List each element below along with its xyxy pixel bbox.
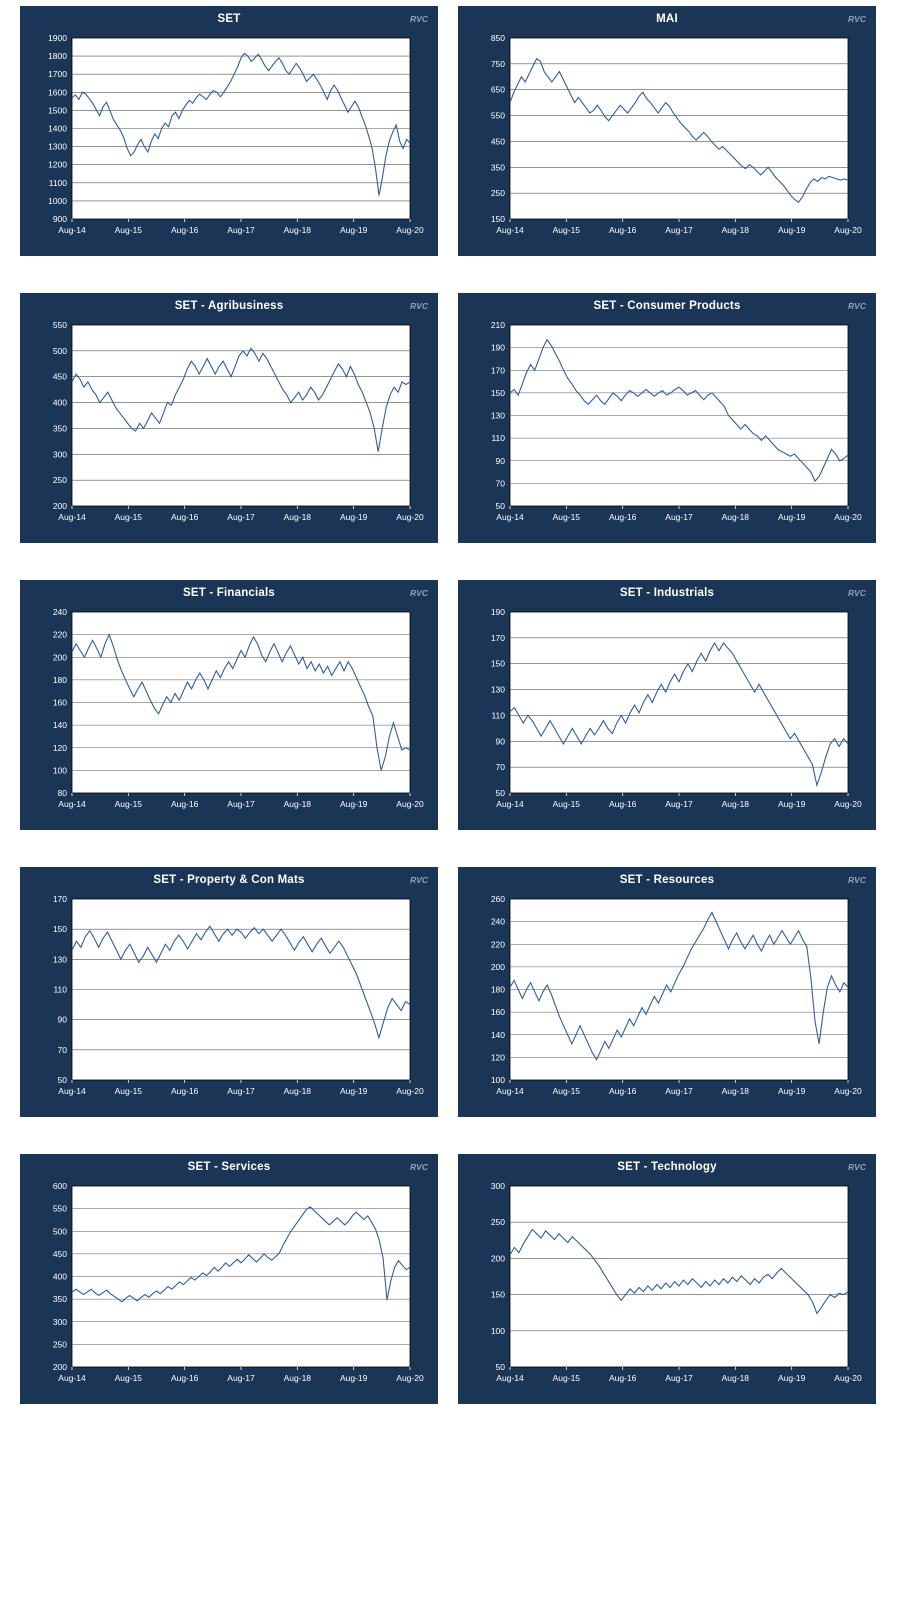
x-axis-tick-label: Aug-18 <box>721 512 750 522</box>
chart-title: SET - Resources <box>619 874 715 886</box>
x-axis-tick-label: Aug-17 <box>665 1086 693 1096</box>
chart-header <box>28 586 430 604</box>
y-axis-tick-label: 200 <box>490 1253 505 1264</box>
x-axis-tick-label: Aug-15 <box>552 1373 581 1383</box>
x-axis-tick-label: Aug-19 <box>777 1373 806 1383</box>
chart-title: SET - Services <box>187 1161 271 1173</box>
x-axis-tick-label: Aug-14 <box>496 512 524 522</box>
y-axis-tick-label: 170 <box>490 365 505 376</box>
chart-title: SET - Consumer Products <box>593 300 741 312</box>
y-axis-tick-label: 160 <box>52 697 67 708</box>
plot-area-set-financials <box>28 604 430 819</box>
y-axis-tick-label: 70 <box>495 762 505 773</box>
watermark-label: RVC <box>848 1162 866 1172</box>
y-axis-tick-label: 150 <box>490 1289 505 1300</box>
y-axis-tick-label: 50 <box>495 1362 505 1372</box>
x-axis-tick-label: Aug-15 <box>114 1086 143 1096</box>
watermark-label: RVC <box>410 588 428 598</box>
plot-area-set-services <box>28 1178 430 1393</box>
x-axis-tick-label: Aug-14 <box>58 799 86 809</box>
y-axis-tick-label: 200 <box>52 501 67 511</box>
plot-background <box>72 325 410 506</box>
y-axis-tick-label: 750 <box>490 58 505 69</box>
x-axis-tick-label: Aug-16 <box>170 225 199 235</box>
x-axis-tick-label: Aug-20 <box>396 1373 424 1383</box>
y-axis-tick-label: 300 <box>52 449 67 460</box>
y-axis-tick-label: 400 <box>52 397 67 408</box>
x-axis-tick-label: Aug-15 <box>114 799 143 809</box>
plot-area-mai <box>466 30 868 245</box>
x-axis-tick-label: Aug-16 <box>170 1373 199 1383</box>
y-axis-tick-label: 1800 <box>48 51 67 62</box>
x-axis-tick-label: Aug-17 <box>227 1373 255 1383</box>
line-chart-svg <box>28 317 428 532</box>
x-axis-tick-label: Aug-19 <box>777 1086 806 1096</box>
line-chart-svg <box>466 1178 866 1393</box>
y-axis-tick-label: 50 <box>57 1075 67 1085</box>
y-axis-tick-label: 1500 <box>48 105 67 116</box>
chart-title: SET - Industrials <box>619 587 715 599</box>
x-axis-tick-label: Aug-18 <box>283 512 312 522</box>
x-axis-tick-label: Aug-18 <box>283 799 312 809</box>
y-axis-tick-label: 240 <box>490 916 505 927</box>
x-axis-tick-label: Aug-17 <box>665 225 693 235</box>
x-axis-tick-label: Aug-14 <box>58 512 86 522</box>
x-axis-tick-label: Aug-17 <box>227 512 255 522</box>
y-axis-tick-label: 100 <box>490 1075 505 1085</box>
y-axis-tick-label: 130 <box>52 954 67 965</box>
line-chart-svg <box>466 30 866 245</box>
y-axis-tick-label: 1600 <box>48 87 67 98</box>
chart-title: SET - Financials <box>182 587 276 599</box>
y-axis-tick-label: 150 <box>52 924 67 935</box>
y-axis-tick-label: 220 <box>490 939 505 950</box>
x-axis-tick-label: Aug-18 <box>283 1086 312 1096</box>
y-axis-tick-label: 350 <box>52 423 67 434</box>
chart-header <box>466 586 868 604</box>
y-axis-tick-label: 140 <box>490 1029 505 1040</box>
y-axis-tick-label: 500 <box>52 345 67 356</box>
y-axis-tick-label: 200 <box>490 961 505 972</box>
y-axis-tick-label: 250 <box>52 475 67 486</box>
y-axis-tick-label: 900 <box>52 214 67 224</box>
y-axis-tick-label: 110 <box>53 984 67 995</box>
plot-background <box>510 612 848 793</box>
y-axis-tick-label: 110 <box>491 433 505 444</box>
y-axis-tick-label: 500 <box>52 1226 67 1237</box>
chart-header <box>466 299 868 317</box>
y-axis-tick-label: 190 <box>490 342 505 353</box>
y-axis-tick-label: 1300 <box>48 141 67 152</box>
watermark-label: RVC <box>410 14 428 24</box>
chart-panel-mai <box>458 6 876 256</box>
y-axis-tick-label: 200 <box>52 652 67 663</box>
y-axis-tick-label: 210 <box>490 320 505 330</box>
x-axis-tick-label: Aug-16 <box>608 512 637 522</box>
plot-area-set-technology <box>466 1178 868 1393</box>
x-axis-tick-label: Aug-17 <box>227 1086 255 1096</box>
x-axis-tick-label: Aug-20 <box>396 799 424 809</box>
chart-panel-set-consumer-products <box>458 293 876 543</box>
y-axis-tick-label: 250 <box>490 188 505 199</box>
y-axis-tick-label: 130 <box>490 410 505 421</box>
x-axis-tick-label: Aug-14 <box>58 1086 86 1096</box>
x-axis-tick-label: Aug-18 <box>721 1373 750 1383</box>
y-axis-tick-label: 550 <box>490 110 505 121</box>
x-axis-tick-label: Aug-19 <box>777 512 806 522</box>
x-axis-tick-label: Aug-16 <box>608 225 637 235</box>
y-axis-tick-label: 350 <box>490 162 505 173</box>
x-axis-tick-label: Aug-17 <box>227 225 255 235</box>
y-axis-tick-label: 300 <box>490 1181 505 1191</box>
x-axis-tick-label: Aug-15 <box>114 1373 143 1383</box>
y-axis-tick-label: 150 <box>490 214 505 224</box>
chart-title: SET - Property & Con Mats <box>153 874 305 886</box>
line-chart-svg <box>28 1178 428 1393</box>
chart-header <box>28 299 430 317</box>
y-axis-tick-label: 450 <box>52 1248 67 1259</box>
line-chart-svg <box>28 604 428 819</box>
x-axis-tick-label: Aug-19 <box>339 512 368 522</box>
x-axis-tick-label: Aug-17 <box>665 799 693 809</box>
x-axis-tick-label: Aug-20 <box>396 225 424 235</box>
x-axis-tick-label: Aug-18 <box>721 799 750 809</box>
chart-panel-set-resources <box>458 867 876 1117</box>
plot-area-set-property-con-mats <box>28 891 430 1106</box>
y-axis-tick-label: 220 <box>52 629 67 640</box>
y-axis-tick-label: 190 <box>490 607 505 617</box>
y-axis-tick-label: 450 <box>490 136 505 147</box>
x-axis-tick-label: Aug-18 <box>283 225 312 235</box>
y-axis-tick-label: 90 <box>57 1014 67 1025</box>
line-chart-svg <box>466 891 866 1106</box>
chart-panel-set-property-con-mats <box>20 867 438 1117</box>
chart-panel-set-agribusiness <box>20 293 438 543</box>
x-axis-tick-label: Aug-14 <box>58 225 86 235</box>
y-axis-tick-label: 850 <box>490 33 505 43</box>
x-axis-tick-label: Aug-15 <box>552 225 581 235</box>
y-axis-tick-label: 120 <box>490 1052 505 1063</box>
y-axis-tick-label: 160 <box>490 1007 505 1018</box>
x-axis-tick-label: Aug-18 <box>721 225 750 235</box>
x-axis-tick-label: Aug-15 <box>114 225 143 235</box>
chart-title: SET - Technology <box>617 1161 717 1173</box>
chart-header <box>28 1160 430 1178</box>
y-axis-tick-label: 90 <box>495 455 505 466</box>
plot-area-set-consumer-products <box>466 317 868 532</box>
y-axis-tick-label: 1400 <box>48 123 67 134</box>
x-axis-tick-label: Aug-15 <box>552 1086 581 1096</box>
plot-area-set-resources <box>466 891 868 1106</box>
x-axis-tick-label: Aug-14 <box>496 225 524 235</box>
plot-area-set <box>28 30 430 245</box>
y-axis-tick-label: 600 <box>52 1181 67 1191</box>
x-axis-tick-label: Aug-15 <box>114 512 143 522</box>
line-chart-svg <box>28 891 428 1106</box>
y-axis-tick-label: 240 <box>52 607 67 617</box>
chart-panel-set-financials <box>20 580 438 830</box>
y-axis-tick-label: 200 <box>52 1362 67 1372</box>
watermark-label: RVC <box>410 1162 428 1172</box>
x-axis-tick-label: Aug-16 <box>608 799 637 809</box>
watermark-label: RVC <box>848 301 866 311</box>
chart-header <box>28 12 430 30</box>
x-axis-tick-label: Aug-16 <box>608 1086 637 1096</box>
y-axis-tick-label: 650 <box>490 84 505 95</box>
line-chart-svg <box>28 30 428 245</box>
chart-header <box>28 873 430 891</box>
chart-header <box>466 12 868 30</box>
x-axis-tick-label: Aug-17 <box>227 799 255 809</box>
y-axis-tick-label: 110 <box>491 710 505 721</box>
chart-panel-set-technology <box>458 1154 876 1404</box>
y-axis-tick-label: 550 <box>52 1203 67 1214</box>
plot-area-set-agribusiness <box>28 317 430 532</box>
y-axis-tick-label: 100 <box>490 1325 505 1336</box>
x-axis-tick-label: Aug-16 <box>170 1086 199 1096</box>
x-axis-tick-label: Aug-20 <box>834 799 862 809</box>
y-axis-tick-label: 350 <box>52 1294 67 1305</box>
watermark-label: RVC <box>848 588 866 598</box>
x-axis-tick-label: Aug-14 <box>58 1373 86 1383</box>
x-axis-tick-label: Aug-20 <box>396 1086 424 1096</box>
x-axis-tick-label: Aug-19 <box>777 799 806 809</box>
y-axis-tick-label: 90 <box>495 736 505 747</box>
x-axis-tick-label: Aug-19 <box>339 1086 368 1096</box>
y-axis-tick-label: 100 <box>52 765 67 776</box>
chart-title: SET - Agribusiness <box>174 300 284 312</box>
line-chart-svg <box>466 604 866 819</box>
y-axis-tick-label: 180 <box>52 674 67 685</box>
y-axis-tick-label: 150 <box>490 387 505 398</box>
plot-background <box>510 1186 848 1367</box>
chart-header <box>466 1160 868 1178</box>
x-axis-tick-label: Aug-15 <box>552 799 581 809</box>
x-axis-tick-label: Aug-18 <box>283 1373 312 1383</box>
x-axis-tick-label: Aug-18 <box>721 1086 750 1096</box>
y-axis-tick-label: 550 <box>52 320 67 330</box>
y-axis-tick-label: 1900 <box>48 33 67 43</box>
y-axis-tick-label: 180 <box>490 984 505 995</box>
x-axis-tick-label: Aug-17 <box>665 1373 693 1383</box>
watermark-label: RVC <box>410 301 428 311</box>
y-axis-tick-label: 130 <box>490 684 505 695</box>
line-chart-svg <box>466 317 866 532</box>
chart-panel-set-industrials <box>458 580 876 830</box>
x-axis-tick-label: Aug-16 <box>608 1373 637 1383</box>
y-axis-tick-label: 120 <box>52 742 67 753</box>
x-axis-tick-label: Aug-20 <box>834 1373 862 1383</box>
y-axis-tick-label: 170 <box>490 632 505 643</box>
y-axis-tick-label: 1200 <box>48 159 67 170</box>
x-axis-tick-label: Aug-15 <box>552 512 581 522</box>
y-axis-tick-label: 260 <box>490 894 505 904</box>
watermark-label: RVC <box>848 875 866 885</box>
chart-title: MAI <box>656 13 678 25</box>
plot-area-set-industrials <box>466 604 868 819</box>
x-axis-tick-label: Aug-16 <box>170 799 199 809</box>
x-axis-tick-label: Aug-20 <box>834 512 862 522</box>
x-axis-tick-label: Aug-20 <box>834 225 862 235</box>
y-axis-tick-label: 1000 <box>48 195 67 206</box>
y-axis-tick-label: 450 <box>52 371 67 382</box>
x-axis-tick-label: Aug-19 <box>339 799 368 809</box>
watermark-label: RVC <box>410 875 428 885</box>
watermark-label: RVC <box>848 14 866 24</box>
y-axis-tick-label: 250 <box>52 1339 67 1350</box>
x-axis-tick-label: Aug-20 <box>396 512 424 522</box>
x-axis-tick-label: Aug-16 <box>170 512 199 522</box>
y-axis-tick-label: 250 <box>490 1217 505 1228</box>
y-axis-tick-label: 50 <box>495 788 505 798</box>
x-axis-tick-label: Aug-17 <box>665 512 693 522</box>
x-axis-tick-label: Aug-14 <box>496 1373 524 1383</box>
x-axis-tick-label: Aug-20 <box>834 1086 862 1096</box>
y-axis-tick-label: 300 <box>52 1316 67 1327</box>
y-axis-tick-label: 50 <box>495 501 505 511</box>
x-axis-tick-label: Aug-19 <box>777 225 806 235</box>
y-axis-tick-label: 80 <box>57 788 67 798</box>
y-axis-tick-label: 150 <box>490 658 505 669</box>
x-axis-tick-label: Aug-14 <box>496 799 524 809</box>
y-axis-tick-label: 1100 <box>48 177 67 188</box>
y-axis-tick-label: 170 <box>52 894 67 904</box>
y-axis-tick-label: 1700 <box>48 69 67 80</box>
y-axis-tick-label: 70 <box>57 1044 67 1055</box>
y-axis-tick-label: 70 <box>495 478 505 489</box>
chart-title: SET <box>217 13 241 25</box>
y-axis-tick-label: 400 <box>52 1271 67 1282</box>
chart-header <box>466 873 868 891</box>
x-axis-tick-label: Aug-14 <box>496 1086 524 1096</box>
plot-background <box>510 38 848 219</box>
x-axis-tick-label: Aug-19 <box>339 1373 368 1383</box>
chart-panel-set-services <box>20 1154 438 1404</box>
y-axis-tick-label: 140 <box>52 720 67 731</box>
chart-panel-set <box>20 6 438 256</box>
x-axis-tick-label: Aug-19 <box>339 225 368 235</box>
